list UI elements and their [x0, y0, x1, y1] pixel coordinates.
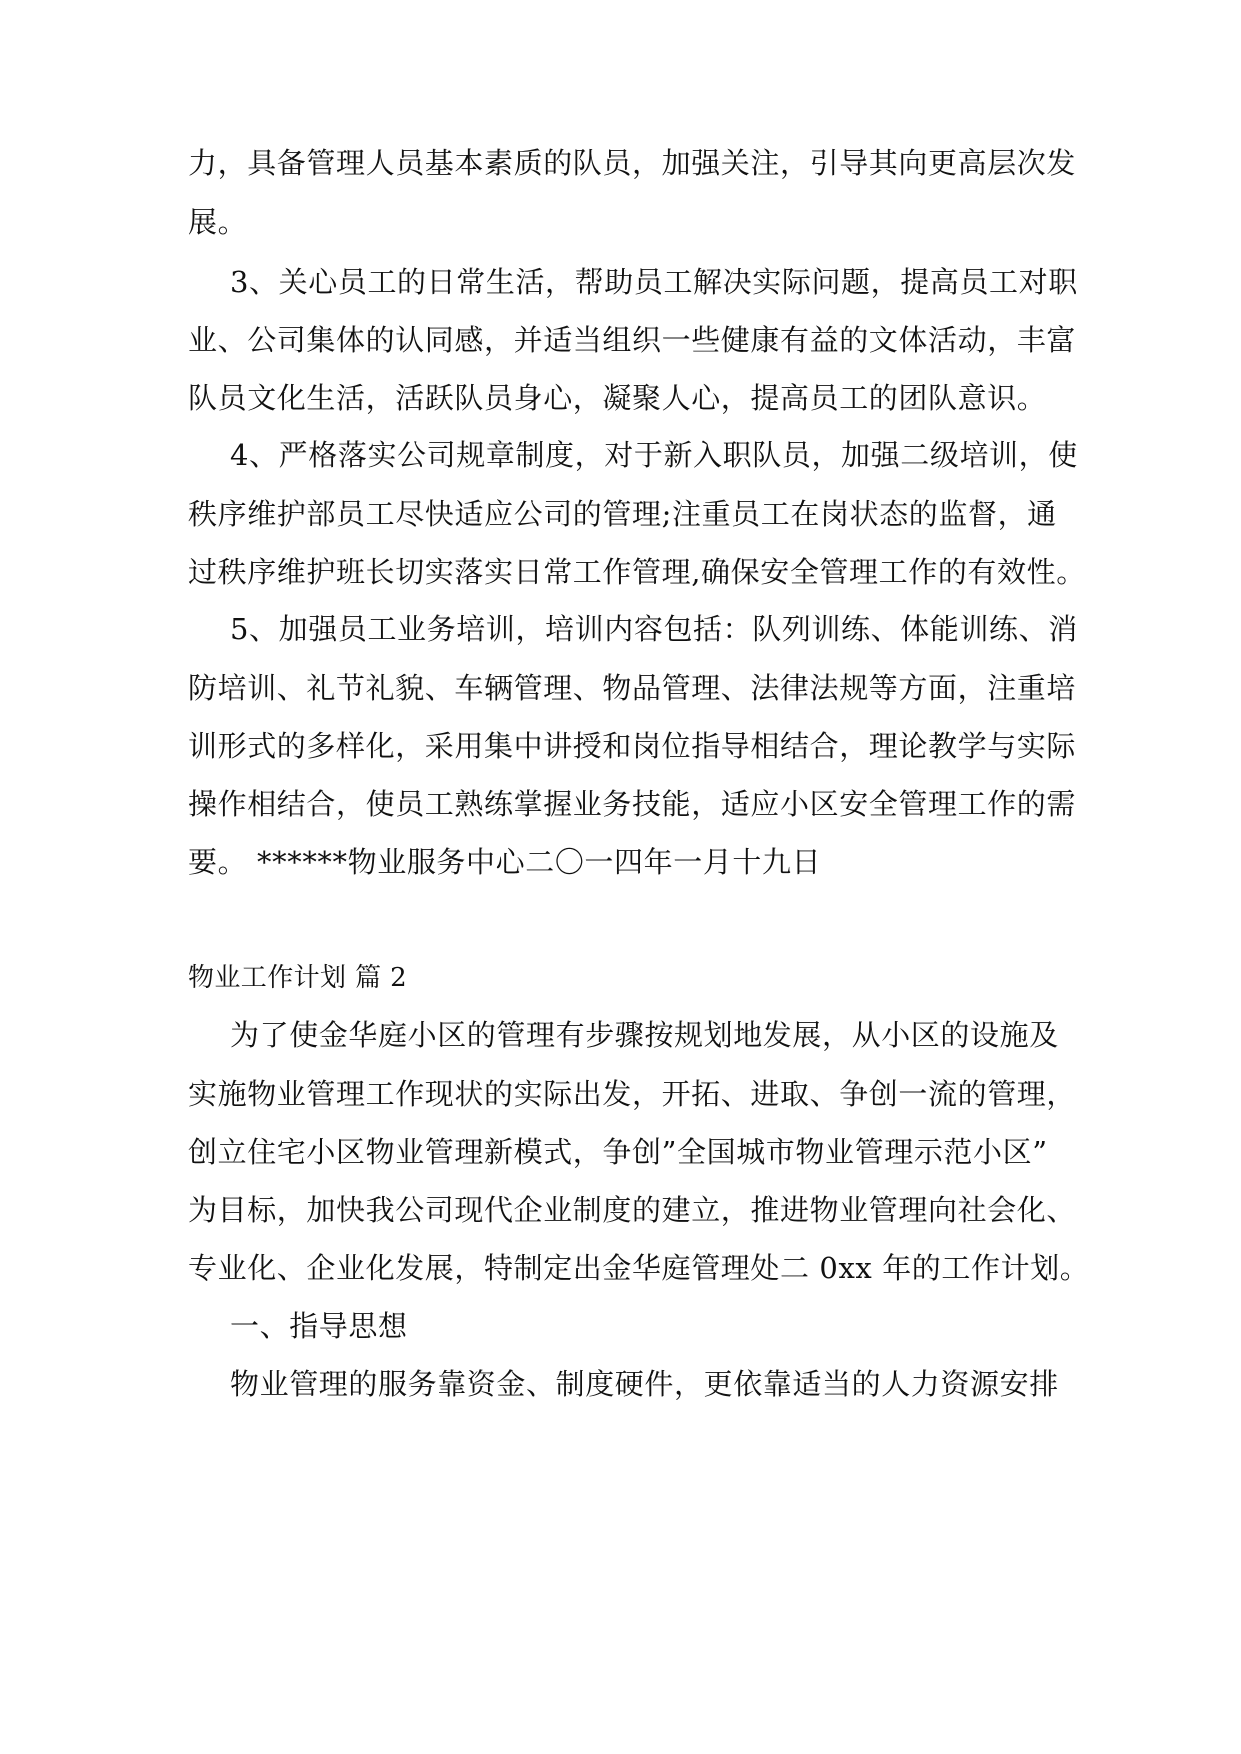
text-line: 业、公司集体的认同感，并适当组织一些健康有益的文体活动，丰富	[188, 323, 1077, 357]
paragraph-plan-start: 为了使金华庭小区的管理有步骤按规划地发展，从小区的设施及	[230, 1018, 1059, 1052]
text-line: 训形式的多样化，采用集中讲授和岗位指导相结合，理论教学与实际	[188, 729, 1077, 763]
signature-line: 要。 ******物业服务中心二〇一四年一月十九日	[188, 845, 822, 879]
text-line: 创立住宅小区物业管理新模式，争创”全国城市物业管理示范小区”	[188, 1135, 1048, 1169]
text-line: 为目标，加快我公司现代企业制度的建立，推进物业管理向社会化、	[188, 1193, 1077, 1227]
text-line: 力，具备管理人员基本素质的队员，加强关注，引导其向更高层次发	[188, 146, 1077, 180]
paragraph-3-start: 3、关心员工的日常生活，帮助员工解决实际问题，提高员工对职	[230, 265, 1078, 299]
section-heading: 物业工作计划 篇 2	[188, 963, 408, 993]
text-line: 秩序维护部员工尽快适应公司的管理;注重员工在岗状态的监督，通	[188, 497, 1057, 531]
paragraph-4-start: 4、严格落实公司规章制度，对于新入职队员，加强二级培训，使	[230, 438, 1078, 472]
text-line: 过秩序维护班长切实落实日常工作管理,确保安全管理工作的有效性。	[188, 555, 1086, 589]
text-line: 专业化、企业化发展，特制定出金华庭管理处二 0xx 年的工作计划。	[188, 1251, 1090, 1285]
paragraph-5-start: 5、加强员工业务培训，培训内容包括：队列训练、体能训练、消	[230, 612, 1078, 646]
subheading-guiding-ideas: 一、指导思想	[230, 1309, 408, 1343]
text-line: 防培训、礼节礼貌、车辆管理、物品管理、法律法规等方面，注重培	[188, 671, 1077, 705]
text-line: 操作相结合，使员工熟练掌握业务技能，适应小区安全管理工作的需	[188, 787, 1077, 821]
text-line: 队员文化生活，活跃队员身心，凝聚人心，提高员工的团队意识。	[188, 381, 1047, 415]
text-line: 实施物业管理工作现状的实际出发，开拓、进取、争创一流的管理，	[188, 1077, 1077, 1111]
text-line: 展。	[188, 205, 248, 239]
paragraph-guiding-start: 物业管理的服务靠资金、制度硬件，更依靠适当的人力资源安排	[230, 1367, 1059, 1401]
